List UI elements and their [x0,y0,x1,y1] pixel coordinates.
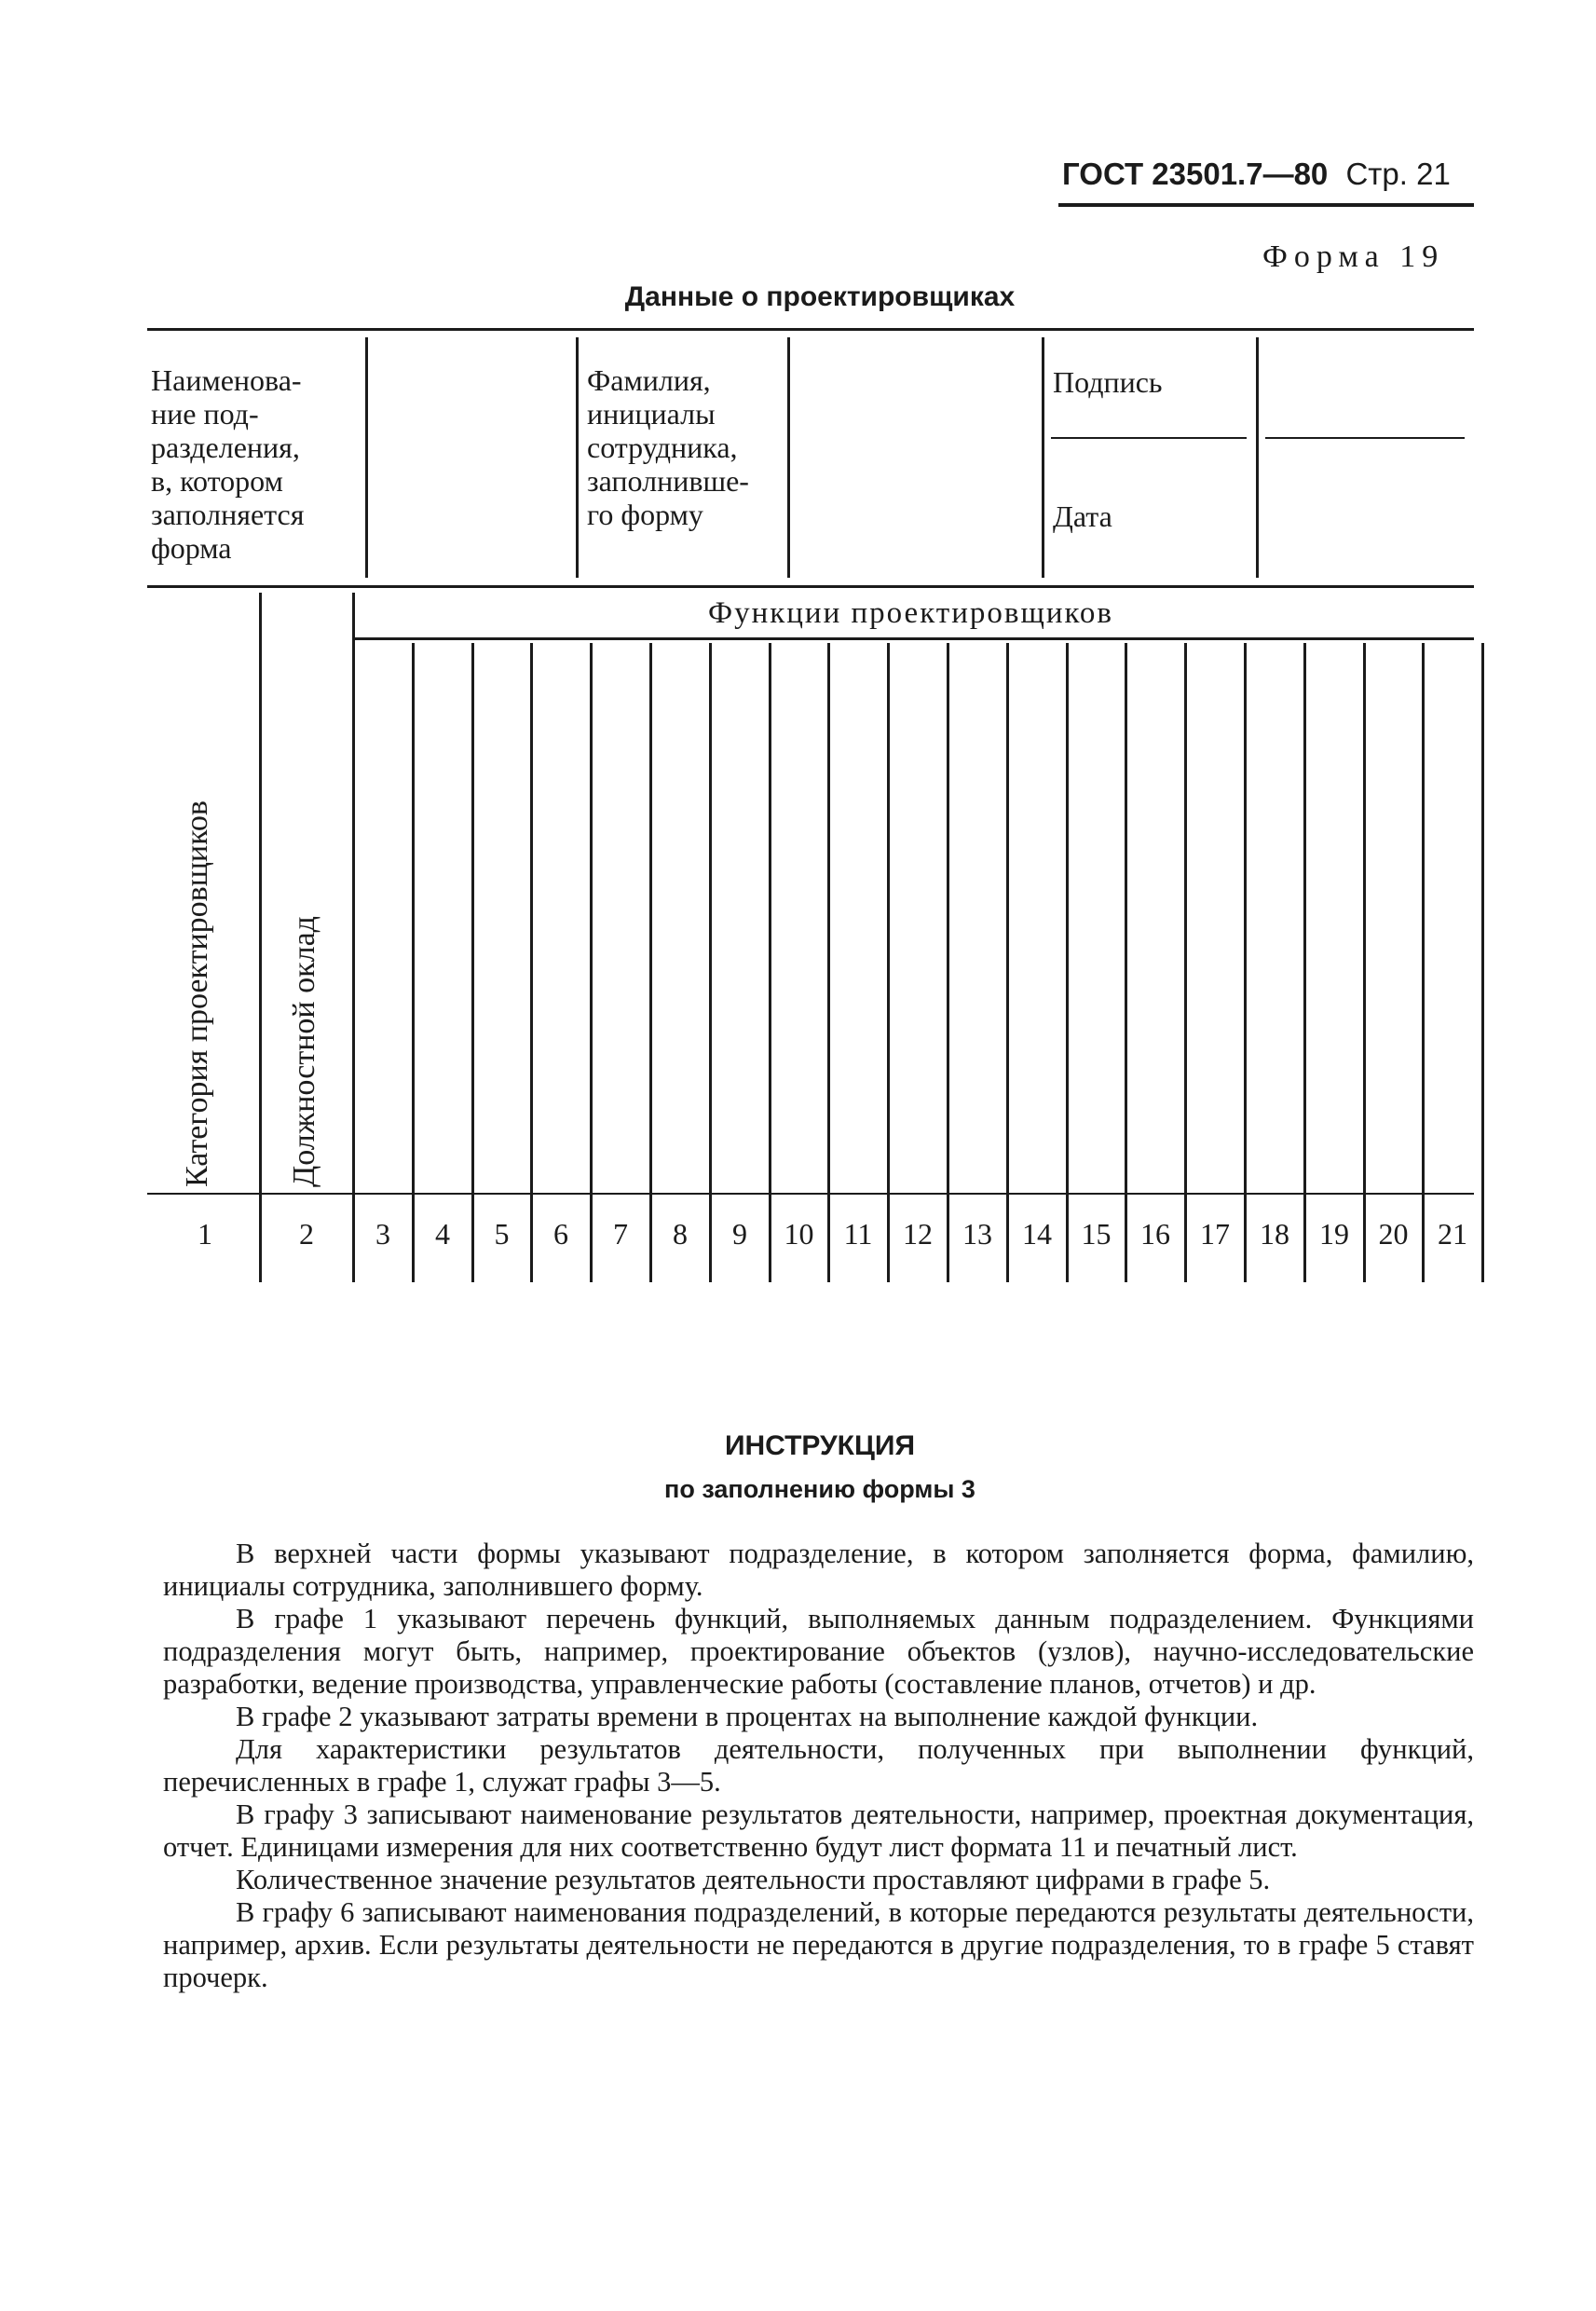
column-number: 1 [198,1217,212,1251]
column-divider [471,643,474,1282]
form-label: Форма 19 [1262,239,1445,274]
column-divider [827,643,830,1282]
signature-label: Подпись [1053,365,1163,399]
main-table-top-rule [147,585,1474,588]
column-number: 5 [494,1217,510,1251]
instruction-paragraph: В графу 3 записывают наименование результатов деятельности, например, проектная документация, отчет. Единицами измерения для них соответственно будут лист формата 11 и печатный лист. [163,1798,1474,1863]
instruction-title: ИНСТРУКЦИЯ [724,1430,916,1461]
column-divider [1006,643,1009,1282]
column-number: 10 [784,1217,814,1251]
column-divider [259,593,262,1282]
column-number: 21 [1438,1217,1467,1251]
column-divider [649,643,652,1282]
column-divider [1303,643,1306,1282]
column-number: 16 [1140,1217,1170,1251]
column-divider [1184,643,1187,1282]
standard-number: ГОСТ 23501.7—80 [1062,157,1329,191]
column-divider [352,593,355,1282]
column-number: 2 [299,1217,314,1251]
functions-header: Функции проектировщиков [708,596,1113,630]
functions-header-rule [354,637,1474,640]
top-table-divider [1042,337,1044,578]
instruction-paragraph: Количественное значение результатов деятельности проставляют цифрами в графе 5. [236,1864,1271,1895]
column-number: 19 [1319,1217,1349,1251]
column-number: 11 [843,1217,873,1251]
column-divider [887,643,890,1282]
instruction-paragraph: В графе 2 указывают затраты времени в процентах на выполнение каждой функции. [236,1701,1259,1732]
column-number: 4 [435,1217,450,1251]
column-divider [769,643,771,1282]
column-divider [1422,643,1425,1282]
instruction-paragraph: Для характеристики результатов деятельности, полученных при выполнении функций, перечисленных в графе 1, служат графы 3—5. [163,1733,1474,1798]
column-number: 15 [1081,1217,1112,1251]
top-table-divider [787,337,790,578]
form-title: Данные о проектировщиках [624,281,1016,312]
top-table-divider [365,337,368,578]
col-2-header: Должностной оклад [287,916,321,1187]
signature-rule [1051,437,1247,439]
header-rule [1058,203,1474,207]
column-divider [530,643,533,1282]
top-table-divider [576,337,579,578]
column-divider [590,643,593,1282]
top-table-divider [1256,337,1259,578]
column-number: 17 [1200,1217,1230,1251]
instruction-paragraph: В верхней части формы указывают подразделение, в котором заполняется форма, фамилию, инициалы сотрудника, заполнившего форму. [163,1538,1474,1602]
page-header [1062,157,1451,192]
page-number: Стр. 21 [1345,157,1451,191]
instruction-paragraph: В графе 1 указывают перечень функций, выполняемых данным подразделением. Функциями подразделения могут быть, например, проектирование объектов (узлов), научно-исследовательские разработки, ведение производства, управленческие работы (составление планов, отчетов) и др. [163,1603,1474,1700]
column-divider [1125,643,1127,1282]
column-number: 12 [903,1217,933,1251]
instruction-paragraph: В графу 6 записывают наименования подразделений, в которые передаются результаты деятельности, например, архив. Если результаты деятельности не передаются в другие подразделения, то в графе 5 ставят прочерк. [163,1896,1474,1993]
column-number: 13 [962,1217,992,1251]
top-table-top-rule [147,328,1474,331]
instruction-body [163,1538,1474,1994]
column-number: 6 [553,1217,568,1251]
column-divider [412,643,415,1282]
column-number: 8 [673,1217,688,1251]
column-divider [947,643,949,1282]
column-number: 18 [1260,1217,1289,1251]
column-divider [1363,643,1366,1282]
column-divider [709,643,712,1282]
employee-label: Фамилия, инициалы сотрудника, заполнивше- го форму [587,363,749,531]
instruction-subtitle: по заполнению формы 3 [664,1475,975,1503]
column-divider [1481,643,1484,1282]
date-label: Дата [1053,499,1112,533]
column-number: 3 [375,1217,390,1251]
column-number: 14 [1022,1217,1052,1251]
column-divider [1066,643,1069,1282]
numbers-row-rule [147,1193,1474,1195]
column-number: 20 [1378,1217,1409,1251]
subdivision-label: Наименова- ние под- разделения, в, котором заполняется форма [151,363,305,565]
column-divider [1244,643,1247,1282]
col-1-header: Категория проектировщиков [180,800,214,1187]
column-number: 7 [613,1217,628,1251]
signature-rule [1265,437,1465,439]
column-number: 9 [732,1217,747,1251]
